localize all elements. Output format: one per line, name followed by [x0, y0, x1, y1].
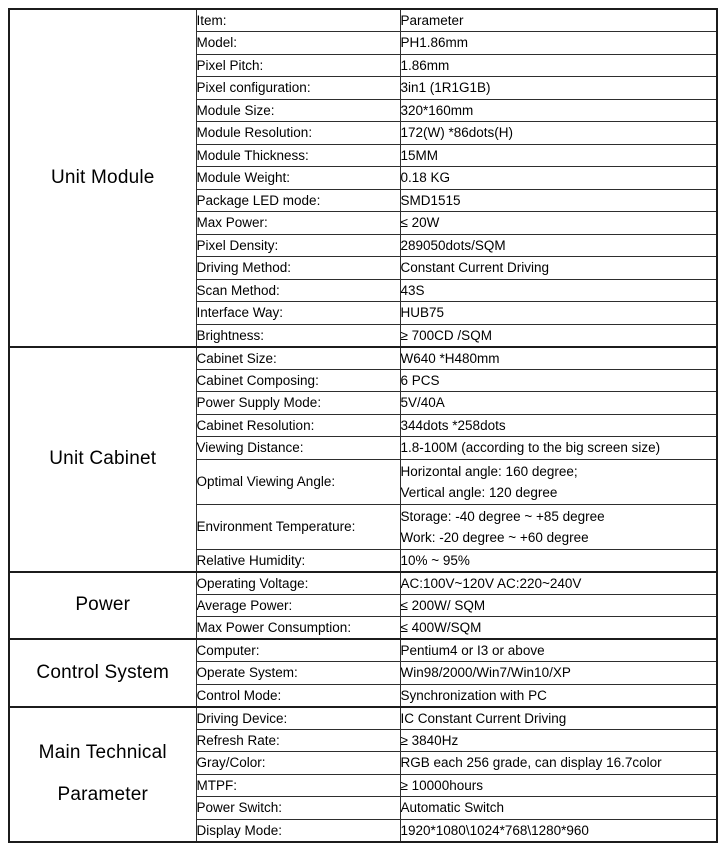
spec-label: Cabinet Size:	[196, 347, 400, 370]
spec-label: Power Supply Mode:	[196, 392, 400, 415]
spec-value: Win98/2000/Win7/Win10/XP	[400, 662, 717, 685]
spec-table	[8, 8, 718, 843]
spec-label: Relative Humidity:	[196, 549, 400, 572]
spec-label: Model:	[196, 32, 400, 55]
spec-label: Display Mode:	[196, 819, 400, 842]
spec-label: Power Switch:	[196, 797, 400, 820]
spec-value: ≤ 200W/ SQM	[400, 594, 717, 617]
category-cell: Unit Cabinet	[9, 347, 196, 572]
spec-value: 172(W) *86dots(H)	[400, 122, 717, 145]
spec-label: Control Mode:	[196, 684, 400, 707]
spec-value: 1.86mm	[400, 54, 717, 77]
spec-label: Operate System:	[196, 662, 400, 685]
category-label: Main Technical	[38, 742, 167, 763]
spec-value: ≥ 3840Hz	[400, 729, 717, 752]
spec-value: 3in1 (1R1G1B)	[400, 77, 717, 100]
spec-label: Max Power Consumption:	[196, 617, 400, 640]
spec-label: MTPF:	[196, 774, 400, 797]
spec-value: Synchronization with PC	[400, 684, 717, 707]
spec-label: Pixel configuration:	[196, 77, 400, 100]
spec-value: Automatic Switch	[400, 797, 717, 820]
category-cell	[9, 707, 196, 842]
spec-value: W640 *H480mm	[400, 347, 717, 370]
spec-value: 1920*1080\1024*768\1280*960	[400, 819, 717, 842]
spec-value: ≤ 400W/SQM	[400, 617, 717, 640]
spec-value	[400, 459, 717, 504]
spec-label: Module Resolution:	[196, 122, 400, 145]
spec-value: RGB each 256 grade, can display 16.7color	[400, 752, 717, 775]
spec-label: Optimal Viewing Angle:	[196, 459, 400, 504]
category-cell: Power	[9, 572, 196, 640]
spec-value-line: Vertical angle: 120 degree	[400, 484, 558, 500]
spec-value	[400, 504, 717, 549]
spec-label: Cabinet Composing:	[196, 369, 400, 392]
spec-label: Computer:	[196, 639, 400, 662]
spec-value: Constant Current Driving	[400, 257, 717, 280]
spec-label: Viewing Distance:	[196, 437, 400, 460]
spec-label: Gray/Color:	[196, 752, 400, 775]
spec-value: Pentium4 or I3 or above	[400, 639, 717, 662]
spec-label: Interface Way:	[196, 302, 400, 325]
spec-label: Average Power:	[196, 594, 400, 617]
spec-value: Parameter	[400, 9, 717, 32]
table-row	[9, 572, 717, 595]
spec-value: 10% ~ 95%	[400, 549, 717, 572]
spec-value: SMD1515	[400, 189, 717, 212]
spec-label: Refresh Rate:	[196, 729, 400, 752]
spec-label: Brightness:	[196, 324, 400, 347]
spec-value-line: Horizontal angle: 160 degree;	[400, 463, 578, 479]
spec-label: Max Power:	[196, 212, 400, 235]
spec-label: Operating Voltage:	[196, 572, 400, 595]
table-row	[9, 347, 717, 370]
category-cell: Unit Module	[9, 9, 196, 347]
spec-label: Module Weight:	[196, 167, 400, 190]
spec-label: Module Size:	[196, 99, 400, 122]
spec-label: Module Thickness:	[196, 144, 400, 167]
spec-value: 289050dots/SQM	[400, 234, 717, 257]
table-row	[9, 707, 717, 730]
spec-label: Package LED mode:	[196, 189, 400, 212]
spec-value: 43S	[400, 279, 717, 302]
spec-label: Item:	[196, 9, 400, 32]
spec-value-line: Work: -20 degree ~ +60 degree	[400, 529, 589, 545]
spec-value: IC Constant Current Driving	[400, 707, 717, 730]
spec-value: AC:100V~120V AC:220~240V	[400, 572, 717, 595]
table-row	[9, 9, 717, 32]
spec-value: 320*160mm	[400, 99, 717, 122]
category-cell: Control System	[9, 639, 196, 707]
spec-label: Driving Method:	[196, 257, 400, 280]
spec-table-body	[9, 9, 717, 842]
spec-label: Pixel Pitch:	[196, 54, 400, 77]
spec-value: 1.8-100M (according to the big screen size)	[400, 437, 717, 460]
spec-value: 6 PCS	[400, 369, 717, 392]
spec-value: ≤ 20W	[400, 212, 717, 235]
spec-value: 0.18 KG	[400, 167, 717, 190]
spec-value: PH1.86mm	[400, 32, 717, 55]
spec-label: Driving Device:	[196, 707, 400, 730]
spec-label: Pixel Density:	[196, 234, 400, 257]
spec-value: 344dots *258dots	[400, 414, 717, 437]
spec-label: Scan Method:	[196, 279, 400, 302]
category-label: Parameter	[57, 784, 148, 805]
spec-value-line: Storage: -40 degree ~ +85 degree	[400, 508, 605, 524]
spec-value: 5V/40A	[400, 392, 717, 415]
spec-value: ≥ 700CD /SQM	[400, 324, 717, 347]
spec-label: Cabinet Resolution:	[196, 414, 400, 437]
spec-value: ≥ 10000hours	[400, 774, 717, 797]
table-row	[9, 639, 717, 662]
spec-label: Environment Temperature:	[196, 504, 400, 549]
spec-value: 15MM	[400, 144, 717, 167]
spec-value: HUB75	[400, 302, 717, 325]
